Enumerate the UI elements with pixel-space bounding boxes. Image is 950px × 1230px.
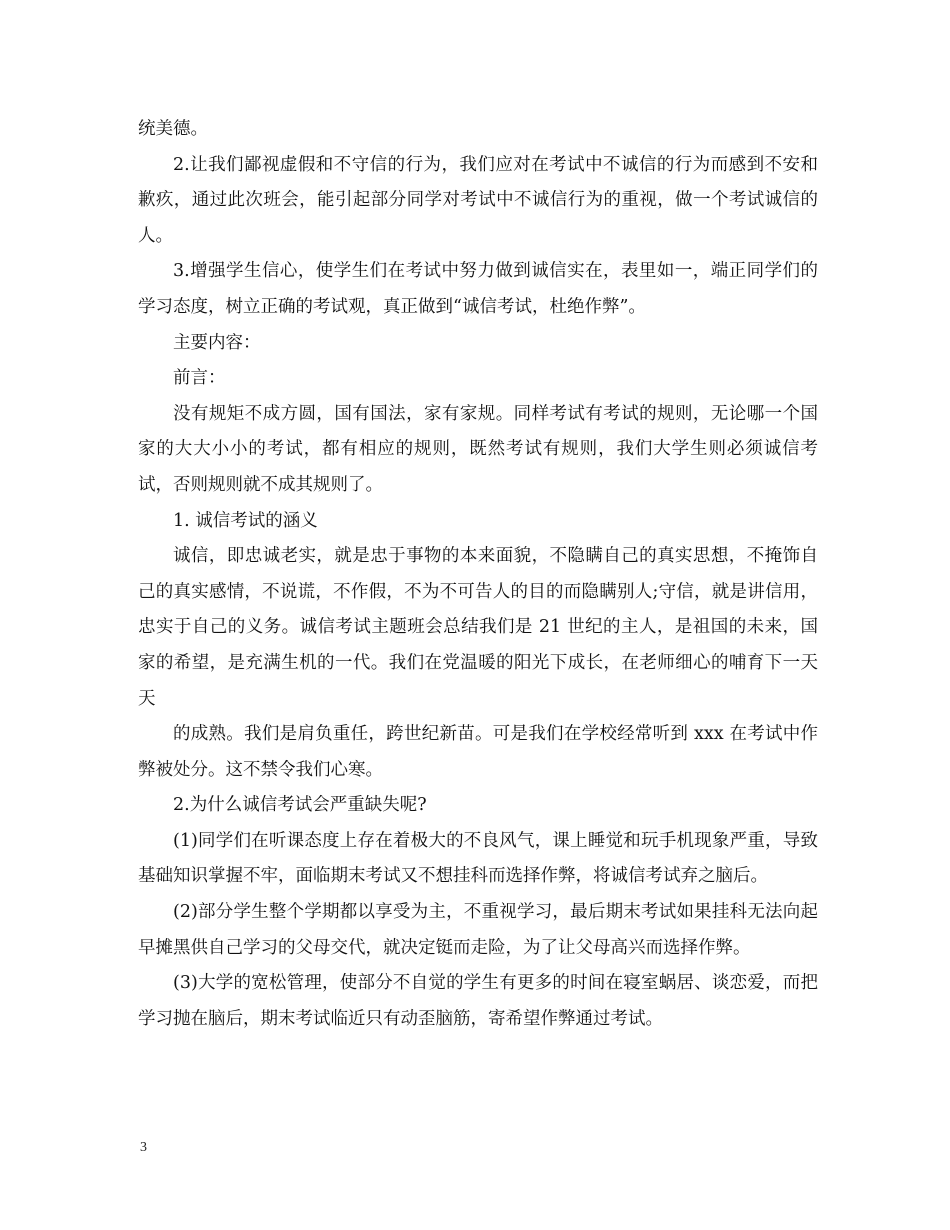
- paragraph-preface: 没有规矩不成方圆，国有国法，家有家规。同样考试有考试的规则，无论哪一个国家的大大小小的考试，都有相应的规则，既然考试有规则，我们大学生则必须诚信考试，否则规则就不成其规则了。: [138, 403, 818, 495]
- page-number: 3: [140, 1140, 147, 1155]
- paragraph-reason-1: (1)同学们在听课态度上存在着极大的不良风气，课上睡觉和玩手机现象严重，导致基础知识掌握不牢，面临期末考试又不想挂科而选择作弊，将诚信考试弃之脑后。: [138, 830, 818, 887]
- paragraph-continuation: 统美德。: [138, 119, 208, 139]
- paragraph-integrity-definition: 诚信，即忠诚老实，就是忠于事物的本来面貌，不隐瞒自己的真实思想，不掩饰自己的真实感情，不说谎，不作假，不为不可告人的目的而隐瞒别人;守信，就是讲信用，忠实于自己的义务。诚信考试主题班会总结我们是 21 世纪的主人，是祖国的未来，国家的希望，是充满生机的一代。我们在党温暖的阳光下成长，在老师细心的哺育下一天天: [138, 546, 818, 709]
- heading-main-content: 主要内容：: [173, 332, 261, 353]
- heading-preface: 前言：: [173, 368, 226, 389]
- document-body: [138, 112, 818, 1037]
- paragraph-goal-2: 2.让我们鄙视虚假和不守信的行为，我们应对在考试中不诚信的行为而感到不安和歉疚，通过此次班会，能引起部分同学对考试中不诚信行为的重视，做一个考试诚信的人。: [138, 154, 818, 246]
- paragraph-reason-2: (2)部分学生整个学期都以享受为主，不重视学习，最后期末考试如果挂科无法向起早摊黑供自己学习的父母交代，就决定铤而走险，为了让父母高兴而选择作弊。: [138, 902, 818, 958]
- paragraph-reason-3: (3)大学的宽松管理，使部分不自觉的学生有更多的时间在寝室蜗居、谈恋爱，而把学习抛在脑后，期末考试临近只有动歪脑筋，寄希望作弊通过考试。: [138, 973, 818, 1029]
- paragraph-growth: 的成熟。我们是肩负重任，跨世纪新苗。可是我们在学校经常听到 xxx 在考试中作弊被处分。这不禁令我们心寒。: [138, 724, 818, 780]
- heading-section-1: 1. 诚信考试的涵义: [173, 510, 318, 531]
- heading-section-2: 2.为什么诚信考试会严重缺失呢?: [173, 795, 427, 816]
- paragraph-goal-3: 3.增强学生信心，使学生们在考试中努力做到诚信实在，表里如一，端正同学们的学习态度，树立正确的考试观，真正做到“诚信考试，杜绝作弊”。: [138, 261, 818, 317]
